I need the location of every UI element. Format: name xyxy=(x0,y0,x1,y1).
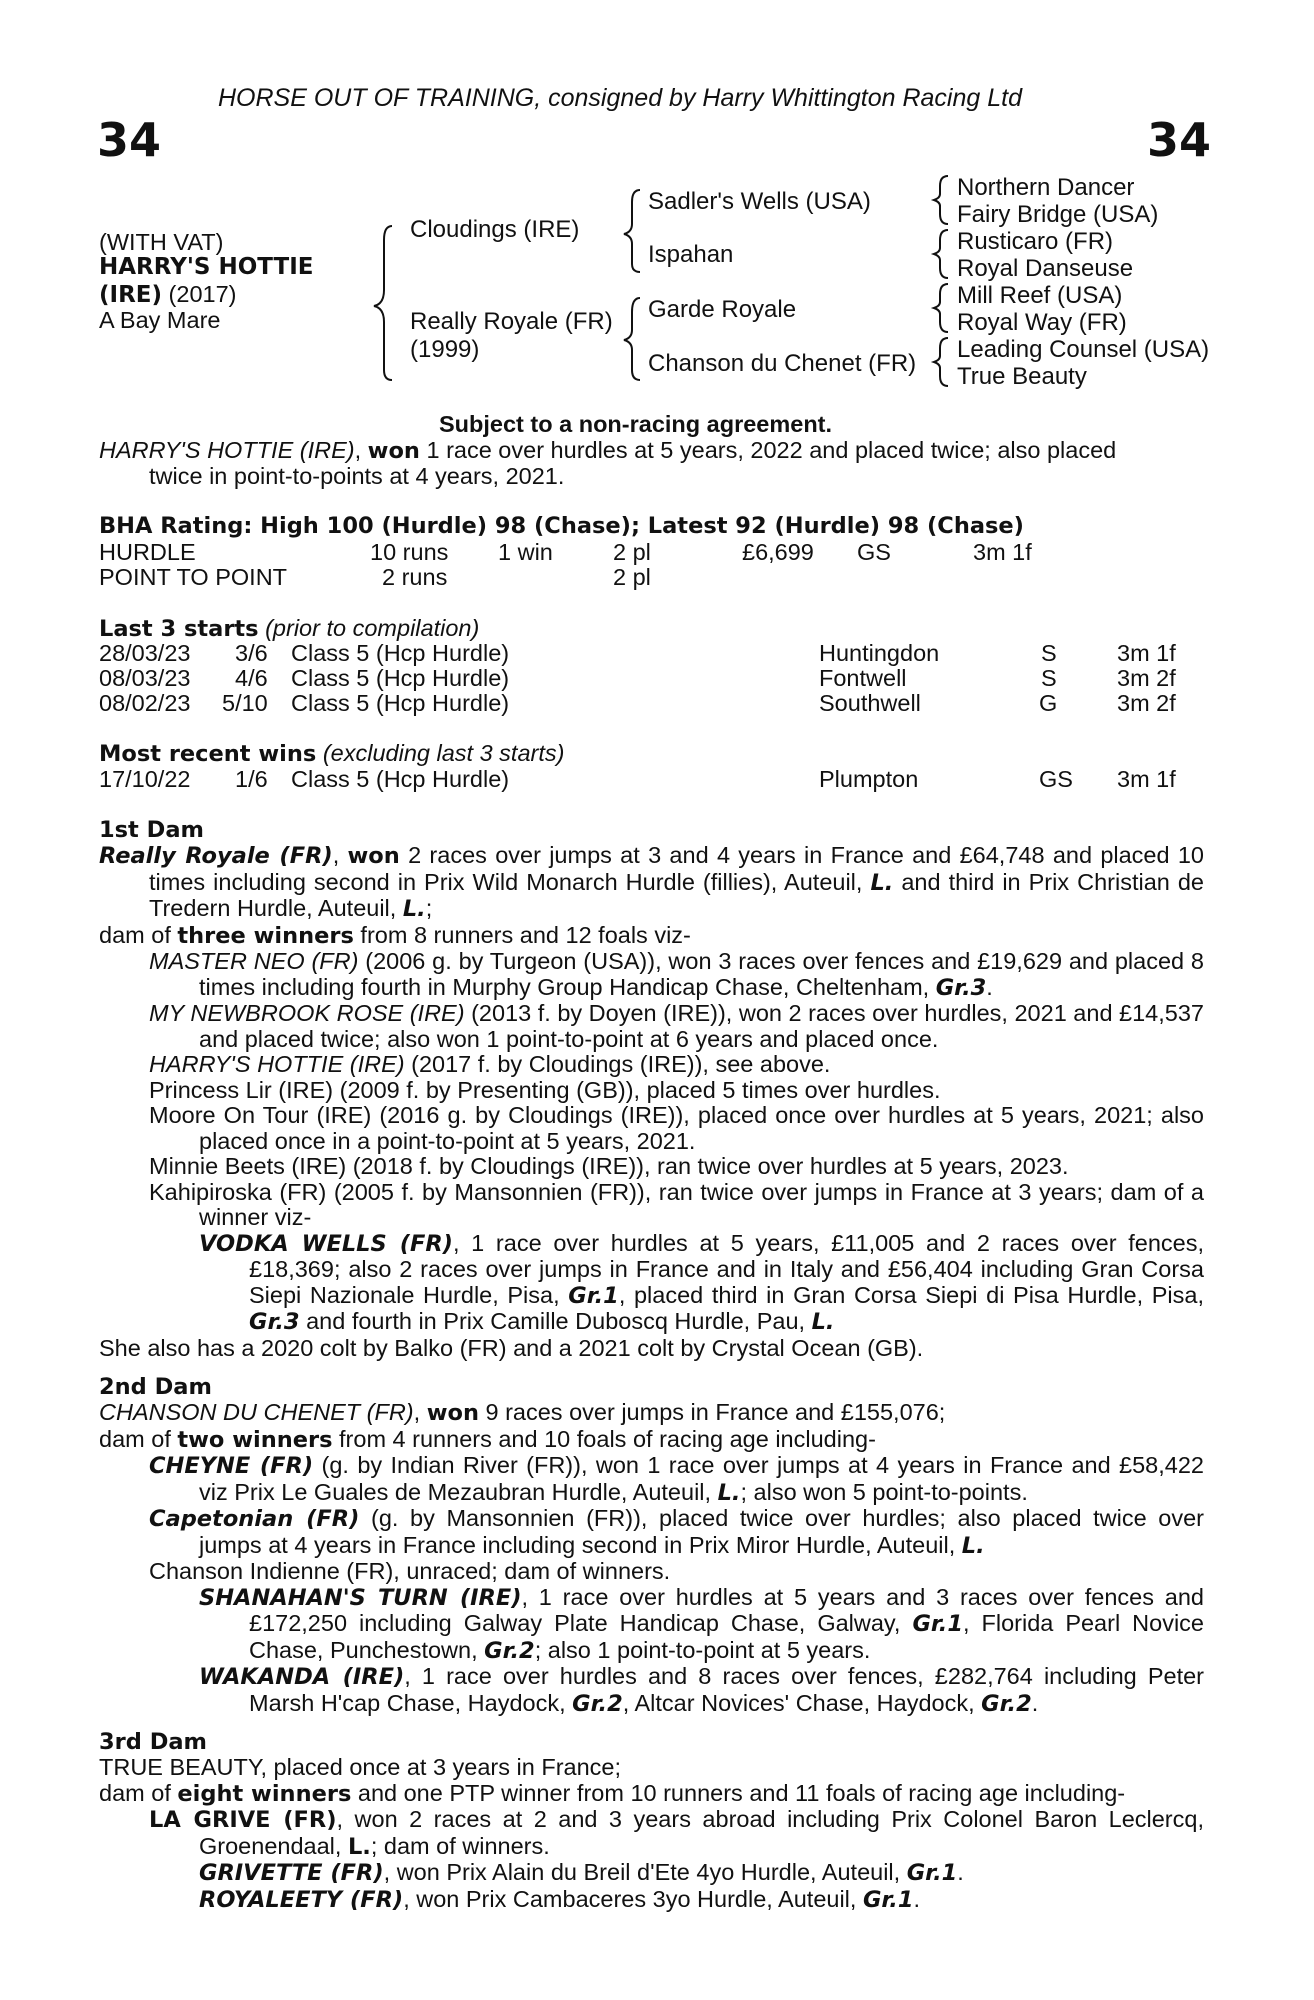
first-dam-heading: 1st Dam xyxy=(99,817,204,843)
grade-mark: Gr.2 xyxy=(484,1637,535,1664)
first-dam-section xyxy=(99,843,1204,1361)
summary-line-2: twice in point-to-points at 4 years, 2021. xyxy=(149,463,565,489)
consignment-heading: HORSE OUT OF TRAINING, consigned by Harry Whittington Racing Ltd xyxy=(218,84,1022,112)
summary-horse-name: HARRY'S HOTTIE (IRE) xyxy=(99,437,355,463)
start-date: 28/03/23 xyxy=(99,640,191,666)
grade-mark: Gr.1 xyxy=(912,1611,963,1637)
pedigree-dam-sire: Garde Royale xyxy=(648,296,797,323)
summary-line-1: HARRY'S HOTTIE (IRE), won 1 race over hurdles at 5 years, 2022 and placed twice; also placed xyxy=(99,437,1117,464)
progeny-name: MASTER NEO (FR) xyxy=(149,948,359,974)
rating-type: POINT TO POINT xyxy=(99,564,288,590)
vat-label: (WITH VAT) xyxy=(99,229,224,255)
progeny-entry xyxy=(149,1807,1204,1860)
first-dam-name: Really Royale (FR) xyxy=(99,843,333,869)
rating-wins: 1 win xyxy=(498,539,553,565)
progeny-text: (2017 f. by Cloudings (IRE)), see above. xyxy=(404,1051,831,1077)
grand-progeny-entry xyxy=(199,1860,1204,1887)
start-race: Class 5 (Hcp Hurdle) xyxy=(291,640,510,666)
last-3-starts-heading xyxy=(99,616,479,643)
start-course: Huntingdon xyxy=(819,640,940,666)
start-race: Class 5 (Hcp Hurdle) xyxy=(291,665,510,691)
progeny-entry xyxy=(149,1453,1204,1506)
first-dam-record: Really Royale (FR), won 2 races over jumps at 3 and 4 years in France and £64,748 and placed 10 times including second in Prix Wild Monarch Hurdle (fillies), Auteuil, L. and third in Prix Christian de Tredern Hurdle, Auteuil, L.; xyxy=(99,842,1204,922)
progeny-end: ; also won 5 point-to-points. xyxy=(740,1478,1028,1505)
progeny-end: . xyxy=(986,973,993,1000)
dam-of-prefix: dam of xyxy=(99,1425,178,1452)
pedigree-dam-year: (1999) xyxy=(410,336,480,363)
grand-progeny-name: VODKA WELLS (FR) xyxy=(199,1230,453,1257)
rating-going: GS xyxy=(857,539,891,565)
grand-progeny-name: WAKANDA (IRE) xyxy=(199,1664,405,1690)
progeny-name: LA GRIVE (FR) xyxy=(149,1807,337,1833)
progeny-entry xyxy=(149,1001,1204,1052)
win-race: Class 5 (Hcp Hurdle) xyxy=(291,766,510,792)
dam-of-prefix: dam of xyxy=(99,1779,178,1806)
start-race: Class 5 (Hcp Hurdle) xyxy=(291,690,510,716)
pedigree-sire-sire: Sadler's Wells (USA) xyxy=(648,188,871,215)
third-dam-section xyxy=(99,1755,1204,1913)
second-dam-won: won xyxy=(426,1400,479,1426)
third-dam-produce-summary xyxy=(99,1781,1204,1808)
grand-progeny-text: , 1 race over hurdles at 5 years, £11,005 and 2 races over fences, £18,369; also 2 races over jumps in France and in Italy and £56,404 including Gran Corsa Siepi Nazionale Hurdle, Pisa, xyxy=(249,1229,1204,1308)
pedigree-gen4-4: Royal Danseuse xyxy=(957,255,1134,282)
start-going: G xyxy=(1039,690,1058,716)
grand-progeny-end: . xyxy=(1031,1689,1039,1716)
start-going: S xyxy=(1041,665,1057,691)
grand-progeny-entry xyxy=(199,1664,1204,1717)
pedigree-gen4-2: Fairy Bridge (USA) xyxy=(957,201,1159,228)
horse-year: (2017) xyxy=(162,281,237,307)
start-course: Southwell xyxy=(819,690,921,716)
grade-mark: Gr.1 xyxy=(568,1282,619,1309)
progeny-name: CHEYNE (FR) xyxy=(149,1453,314,1479)
summary-won: won xyxy=(367,438,420,464)
first-dam-produce-summary xyxy=(99,923,1204,950)
progeny-entry: Minnie Beets (IRE) (2018 f. by Cloudings (IRE)), ran twice over hurdles at 5 years, 2023. xyxy=(149,1153,1069,1179)
pedigree-gen4-6: Royal Way (FR) xyxy=(957,309,1127,336)
start-date: 08/02/23 xyxy=(99,690,191,716)
grand-progeny-end: ; also 1 point-to-point at 5 years. xyxy=(534,1636,871,1663)
recent-wins-note: (excluding last 3 starts) xyxy=(316,740,565,766)
last-3-starts-note: (prior to compilation) xyxy=(258,615,480,641)
start-position: 3/6 xyxy=(235,640,268,666)
grade-mark: Gr.2 xyxy=(981,1690,1032,1717)
rating-placed: 2 pl xyxy=(613,539,651,565)
grand-progeny-text: , 1 race over hurdles at 5 years and 3 races over fences and £172,250 including Galway Plate Handicap Chase, Galway, xyxy=(249,1583,1204,1636)
progeny-text: (g. by Mansonnien (FR)), placed twice over hurdles; also placed twice over jumps at 4 years in France including second in Prix Miror Hurdle, Auteuil, xyxy=(199,1505,1204,1558)
first-dam-text-1: 2 races over jumps at 3 and 4 years in France and £64,748 and placed 10 times including second in Prix Wild Monarch Hurdle (fillies), Auteuil, xyxy=(149,842,1204,895)
pedigree-gen4-1: Northern Dancer xyxy=(957,174,1135,201)
dam-of-prefix: dam of xyxy=(99,921,178,948)
first-dam-text-2: and third in Prix Christian de Tredern Hurdle, Auteuil, xyxy=(149,868,1204,921)
rating-placed: 2 pl xyxy=(613,564,651,590)
progeny-text: (g. by Indian River (FR)), won 1 race over jumps at 4 years in France and £58,422 viz Prix Le Guales de Mezaubran Hurdle, Auteuil, xyxy=(199,1452,1204,1505)
pedigree-gen4-7: Leading Counsel (USA) xyxy=(957,336,1210,363)
non-racing-agreement: Subject to a non-racing agreement. xyxy=(439,411,833,437)
win-date: 17/10/22 xyxy=(99,766,191,792)
rating-type: HURDLE xyxy=(99,539,196,565)
listed-mark: L. xyxy=(870,869,894,896)
win-row xyxy=(0,767,1314,793)
dam-of-winners: eight winners xyxy=(177,1780,352,1807)
start-row xyxy=(0,666,1314,692)
third-dam-heading: 3rd Dam xyxy=(99,1729,207,1755)
dam-of-suffix: and one PTP winner from 10 runners and 11 foals of racing age including- xyxy=(351,1779,1126,1806)
pedigree-dam-dam: Chanson du Chenet (FR) xyxy=(648,350,917,377)
listed-mark: L. xyxy=(961,1532,985,1559)
progeny-entry: Chanson Indienne (FR), unraced; dam of winners. xyxy=(149,1558,671,1584)
grand-progeny-entry xyxy=(199,1887,1204,1914)
grand-progeny-entry xyxy=(199,1585,1204,1665)
progeny-end: ; dam of winners. xyxy=(370,1832,550,1859)
progeny-entry: Moore On Tour (IRE) (2016 g. by Cloudings (IRE)), placed once over hurdles at 5 years, 2021; also placed once in a point-to-point at 5 years, 2021. xyxy=(149,1102,1204,1154)
listed-mark: L. xyxy=(811,1309,835,1335)
progeny-entry xyxy=(149,949,1204,1001)
pedigree-dam: Really Royale (FR) xyxy=(410,308,613,335)
grand-progeny-entry xyxy=(199,1231,1204,1336)
progeny-entry xyxy=(149,1506,1204,1559)
start-date: 08/03/23 xyxy=(99,665,191,691)
listed-mark: L. xyxy=(347,1833,371,1860)
start-position: 5/10 xyxy=(222,690,268,716)
third-dam-record: TRUE BEAUTY, placed once at 3 years in France; xyxy=(99,1754,622,1780)
grand-progeny-block xyxy=(149,1585,1204,1718)
recent-wins-label: Most recent wins xyxy=(99,741,317,767)
grand-progeny-end: . xyxy=(913,1885,921,1912)
rating-runs: 10 runs xyxy=(370,539,449,565)
second-dam-text: 9 races over jumps in France and £155,076; xyxy=(478,1399,946,1425)
win-position: 1/6 xyxy=(235,766,268,792)
dam-of-suffix: from 4 runners and 10 foals of racing age including- xyxy=(332,1425,876,1452)
progeny-name: HARRY'S HOTTIE (IRE) xyxy=(149,1051,405,1077)
progeny-block xyxy=(99,1807,1204,1913)
separator: , xyxy=(413,1399,427,1425)
first-dam-text-3: ; xyxy=(425,895,433,921)
second-dam-produce-summary xyxy=(99,1427,1204,1454)
listed-mark: L. xyxy=(402,896,426,922)
grand-progeny-text: , placed third in Gran Corsa Siepi di Pisa Hurdle, Pisa, xyxy=(618,1281,1204,1308)
start-row xyxy=(0,641,1314,667)
listed-mark: L. xyxy=(717,1479,741,1506)
pedigree-sire-dam: Ispahan xyxy=(648,241,734,268)
recent-wins-heading xyxy=(99,741,564,768)
win-going: GS xyxy=(1039,766,1073,792)
grade-mark: Gr.3 xyxy=(249,1309,300,1335)
grade-mark: Gr.3 xyxy=(935,974,987,1001)
horse-description: A Bay Mare xyxy=(99,307,221,333)
progeny-text: , won 2 races at 2 and 3 years abroad including Prix Colonel Baron Leclercq, Groenendaal, xyxy=(199,1806,1204,1859)
bha-rating: BHA Rating: High 100 (Hurdle) 98 (Chase); Latest 92 (Hurdle) 98 (Chase) xyxy=(99,513,1024,539)
pedigree-gen4-8: True Beauty xyxy=(957,363,1087,390)
progeny-entry xyxy=(149,1052,1204,1078)
progeny-name: MY NEWBROOK ROSE (IRE) xyxy=(149,1000,465,1026)
start-distance: 3m 2f xyxy=(1117,665,1176,691)
grand-progeny-end: . xyxy=(957,1859,964,1885)
progeny-name: Capetonian (FR) xyxy=(149,1506,360,1532)
rating-row-hurdle xyxy=(0,540,1314,566)
grand-progeny-text: , won Prix Alain du Breil d'Ete 4yo Hurdle, Auteuil, xyxy=(383,1859,907,1885)
grand-progeny-name: GRIVETTE (FR) xyxy=(199,1860,384,1886)
dam-of-winners: three winners xyxy=(177,922,354,949)
grand-progeny-text: , Altcar Novices' Chase, Haydock, xyxy=(622,1689,982,1716)
horse-country: (IRE) xyxy=(99,282,163,308)
start-going: S xyxy=(1041,640,1057,666)
start-row xyxy=(0,691,1314,717)
second-dam-name: CHANSON DU CHENET (FR) xyxy=(99,1399,414,1425)
dam-of-suffix: from 8 runners and 12 foals viz- xyxy=(353,921,691,948)
grand-progeny-text: and fourth in Prix Camille Duboscq Hurdle, Pau, xyxy=(299,1308,812,1334)
rating-runs: 2 runs xyxy=(382,564,448,590)
lot-number-right: 34 xyxy=(1147,113,1212,167)
progeny-text: (2013 f. by Doyen (IRE)), won 2 races over hurdles, 2021 and £14,537 and placed twice; also won 1 point-to-point at 6 years and placed once. xyxy=(199,1000,1204,1052)
summary-line-1-text: 1 race over hurdles at 5 years, 2022 and placed twice; also placed xyxy=(419,437,1117,463)
progeny-entry: Princess Lir (IRE) (2009 f. by Presenting (GB)), placed 5 times over hurdles. xyxy=(149,1076,941,1103)
grand-progeny-text: , won Prix Cambaceres 3yo Hurdle, Auteuil, xyxy=(403,1885,863,1912)
grand-progeny-block xyxy=(149,1231,1204,1336)
rating-prize: £6,699 xyxy=(742,539,814,565)
grand-progeny-text: , Florida Pearl Novice Chase, Punchestown, xyxy=(249,1610,1204,1663)
progeny-entry: Kahipiroska (FR) (2005 f. by Mansonnien (FR)), ran twice over jumps in France at 3 years; dam of a winner viz- xyxy=(149,1178,1204,1230)
grand-progeny-name: ROYALEETY (FR) xyxy=(199,1886,404,1913)
lot-number-left: 34 xyxy=(97,113,162,167)
rating-distance: 3m 1f xyxy=(973,539,1032,565)
win-course: Plumpton xyxy=(819,766,919,792)
progeny-block xyxy=(99,1453,1204,1717)
grade-mark: Gr.2 xyxy=(572,1690,623,1717)
last-3-starts-label: Last 3 starts xyxy=(99,616,259,642)
grade-mark: Gr.1 xyxy=(862,1886,914,1913)
first-dam-won: won xyxy=(347,843,400,869)
second-dam-heading: 2nd Dam xyxy=(99,1374,212,1400)
second-dam-record xyxy=(99,1400,1204,1427)
progeny-text: (2006 g. by Turgeon (USA)), won 3 races over fences and £19,629 and placed 8 times including fourth in Murphy Group Handicap Chase, Cheltenham, xyxy=(199,948,1204,1000)
horse-name: HARRY'S HOTTIE xyxy=(99,254,314,280)
first-dam-foals-note: She also has a 2020 colt by Balko (FR) and a 2021 colt by Crystal Ocean (GB). xyxy=(99,1334,924,1361)
progeny-block xyxy=(99,949,1204,1336)
grade-mark: Gr.1 xyxy=(906,1860,958,1886)
start-distance: 3m 1f xyxy=(1117,640,1176,666)
pedigree-gen4-3: Rusticaro (FR) xyxy=(957,228,1114,255)
rating-row-ptp xyxy=(0,565,1314,591)
second-dam-section xyxy=(99,1400,1204,1717)
pedigree-gen4-5: Mill Reef (USA) xyxy=(957,282,1123,309)
grand-progeny-text: , 1 race over hurdles and 8 races over fences, £282,764 including Peter Marsh H'cap Chase, Haydock, xyxy=(249,1663,1204,1716)
start-distance: 3m 2f xyxy=(1117,690,1176,716)
dam-of-winners: two winners xyxy=(177,1426,333,1453)
start-position: 4/6 xyxy=(235,665,268,691)
win-distance: 3m 1f xyxy=(1117,766,1176,792)
pedigree-sire: Cloudings (IRE) xyxy=(410,216,580,243)
start-course: Fontwell xyxy=(819,665,907,691)
grand-progeny-block xyxy=(149,1860,1204,1913)
grand-progeny-name: SHANAHAN'S TURN (IRE) xyxy=(199,1584,522,1611)
